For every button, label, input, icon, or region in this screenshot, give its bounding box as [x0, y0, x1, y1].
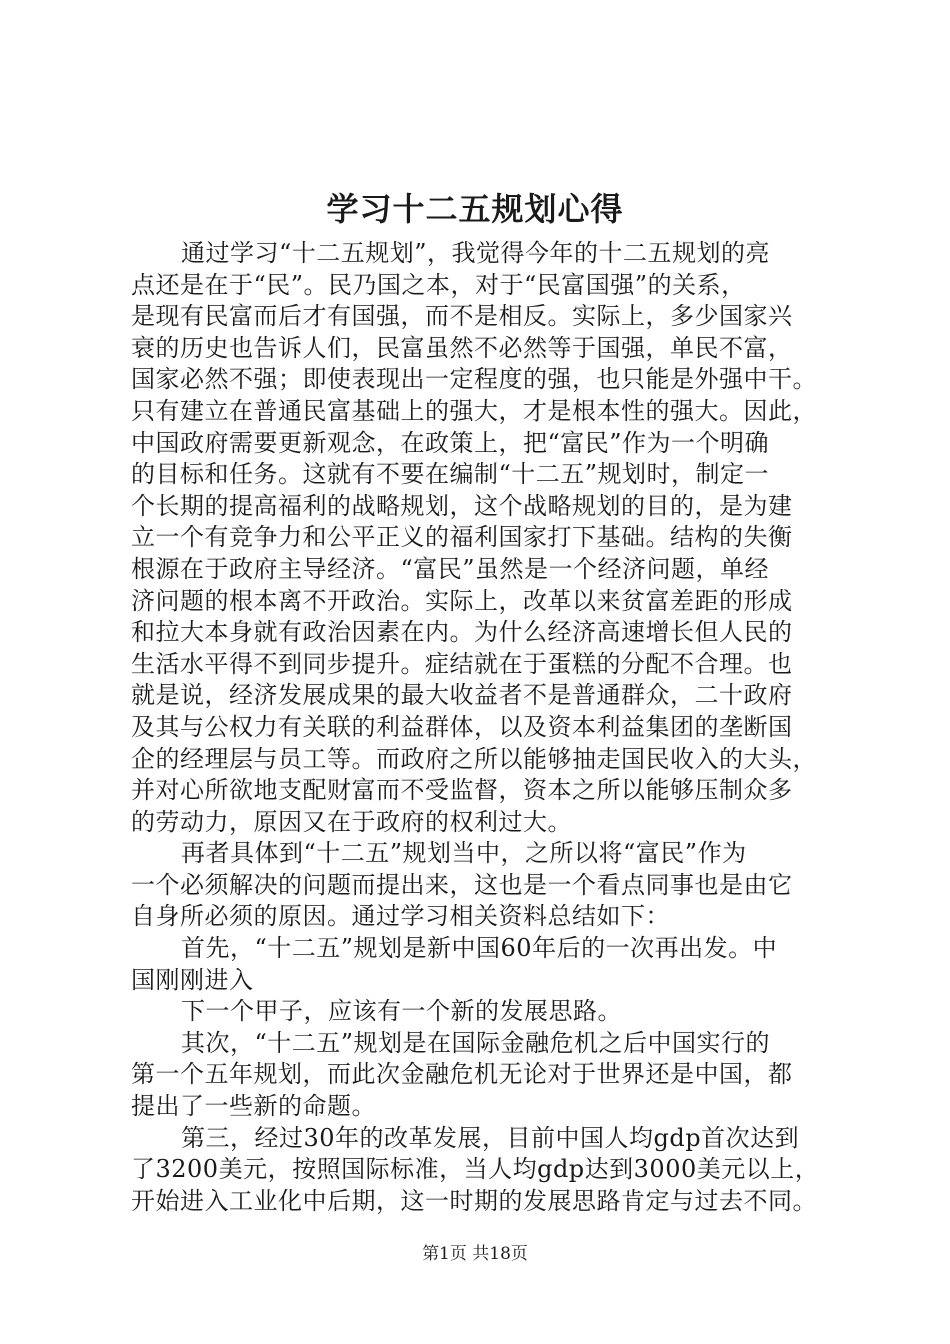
body-line: 个长期的提高福利的战略规划，这个战略规划的目的，是为建 — [131, 491, 793, 520]
body-line: 自身所必须的原因。通过学习相关资料总结如下： — [131, 902, 670, 931]
body-line: 了3200美元，按照国际标准，当人均gdp达到3000美元以上， — [131, 1155, 820, 1184]
body-line: 立一个有竞争力和公平正义的福利国家打下基础。结构的失衡 — [131, 523, 793, 552]
body-line: 点还是在于“民”。民乃国之本，对于“民富国强”的关系， — [131, 270, 746, 299]
body-line: 第一个五年规划，而此次金融危机无论对于世界还是中国，都 — [131, 1060, 793, 1089]
body-line: 的目标和任务。这就有不要在编制“十二五”规划时，制定一 — [131, 460, 770, 489]
body-line: 是现有民富而后才有国强，而不是相反。实际上，多少国家兴 — [131, 302, 793, 331]
body-line: 国刚刚进入 — [131, 965, 254, 994]
body-line: 衰的历史也告诉人们，民富虽然不必然等于国强，单民不富， — [131, 333, 793, 362]
body-line: 的劳动力，原因又在于政府的权利过大。 — [131, 807, 572, 836]
body-line: 生活水平得不到同步提升。症结就在于蛋糕的分配不合理。也 — [131, 649, 793, 678]
body-line: 就是说，经济发展成果的最大收益者不是普通群众，二十政府 — [131, 681, 793, 710]
body-line: 只有建立在普通民富基础上的强大，才是根本性的强大。因此， — [131, 396, 817, 425]
body-line: 一个必须解决的问题而提出来，这也是一个看点同事也是由它 — [131, 870, 793, 899]
body-line: 及其与公权力有关联的利益群体，以及资本利益集团的垄断国 — [131, 712, 793, 741]
body-line: 通过学习“十二五规划”，我觉得今年的十二五规划的亮 — [181, 239, 771, 267]
body-line: 中国政府需要更新观念，在政策上，把“富民”作为一个明确 — [131, 428, 770, 457]
document-body — [131, 238, 851, 1217]
body-line: 国家必然不强；即使表现出一定程度的强，也只能是外强中干。 — [131, 365, 817, 394]
body-line: 下一个甲子，应该有一个新的发展思路。 — [181, 997, 622, 1026]
document-title: 学习十二五规划心得 — [326, 190, 624, 228]
body-line: 开始进入工业化中后期，这一时期的发展思路肯定与过去不同。 — [131, 1186, 817, 1215]
body-line: 并对心所欲地支配财富而不受监督，资本之所以能够压制众多 — [131, 776, 793, 805]
body-line: 根源在于政府主导经济。“富民”虽然是一个经济问题，单经 — [131, 554, 770, 583]
body-line: 济问题的根本离不开政治。实际上，改革以来贫富差距的形成 — [131, 586, 793, 615]
body-line: 第三，经过30年的改革发展，目前中国人均gdp首次达到 — [181, 1123, 800, 1152]
body-line: 再者具体到“十二五”规划当中，之所以将“富民”作为 — [181, 839, 747, 868]
body-line: 其次，“十二五”规划是在国际金融危机之后中国实行的 — [181, 1028, 771, 1057]
body-line: 提出了一些新的命题。 — [131, 1092, 376, 1121]
page-number-footer: 第1页 共18页 — [422, 1244, 528, 1264]
body-line: 企的经理层与员工等。而政府之所以能够抽走国民收入的大头， — [131, 744, 817, 773]
body-line: 和拉大本身就有政治因素在内。为什么经济高速增长但人民的 — [131, 618, 793, 647]
body-line: 首先，“十二五”规划是新中国60年后的一次再出发。中 — [181, 934, 778, 963]
